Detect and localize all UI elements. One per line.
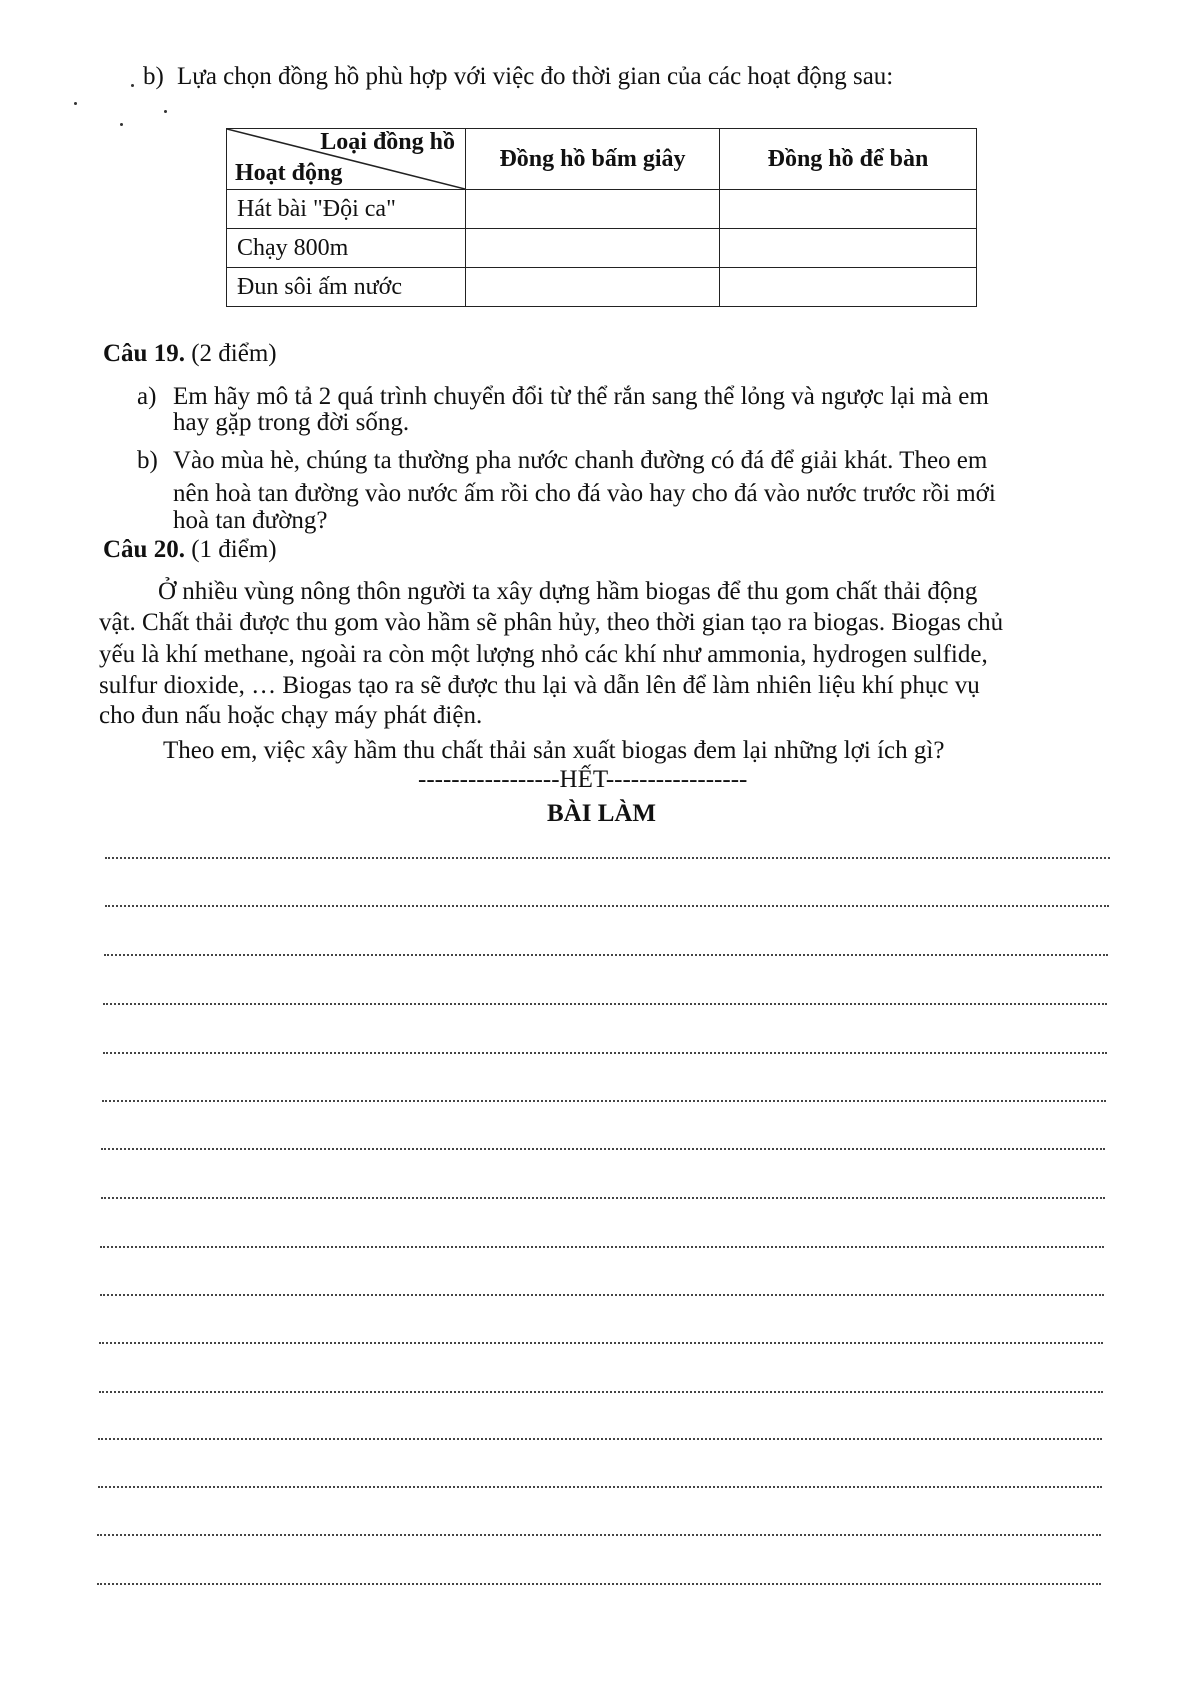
q19a-label: a): [137, 383, 157, 410]
answer-line[interactable]: [99, 1391, 1103, 1393]
answer-cell[interactable]: [466, 229, 720, 268]
table-header-row: [227, 129, 977, 190]
q19b-line2: nên hoà tan đường vào nước ấm rồi cho đá vào hay cho đá vào nước trước rồi mới: [173, 480, 996, 507]
q20-points: (1 điểm): [191, 536, 277, 563]
q19-heading: [103, 338, 277, 370]
q19-title: Câu 19.: [103, 340, 185, 367]
answer-cell[interactable]: [466, 268, 720, 307]
answer-line[interactable]: [102, 1100, 1106, 1102]
answer-line[interactable]: [99, 1342, 1103, 1344]
table-row: [227, 229, 977, 268]
q20-paragraph-line4: sulfur dioxide, … Biogas tạo ra sẽ được thu lại và dẫn lên để làm nhiên liệu khí phục vụ: [99, 672, 980, 699]
answer-line[interactable]: [105, 905, 1109, 907]
answer-cell[interactable]: [720, 190, 977, 229]
q20-paragraph-line2: vật. Chất thải được thu gom vào hầm sẽ phân hủy, theo thời gian tạo ra biogas. Biogas chủ: [99, 609, 1004, 636]
q18b-text: Lựa chọn đồng hồ phù hợp với việc đo thời gian của các hoạt động sau:: [177, 63, 894, 90]
corner-row-label: Hoạt động: [235, 160, 343, 186]
answer-line[interactable]: [98, 1438, 1102, 1440]
answer-line[interactable]: [104, 954, 1108, 956]
answer-cell[interactable]: [720, 268, 977, 307]
q20-title: Câu 20.: [103, 536, 185, 563]
q20-question: Theo em, việc xây hầm thu chất thải sản xuất biogas đem lại những lợi ích gì?: [163, 737, 945, 764]
table-corner-cell: [227, 129, 466, 190]
answer-line[interactable]: [100, 1246, 1104, 1248]
scan-speck: [74, 102, 77, 105]
q19b-label: b): [137, 447, 158, 474]
answer-line[interactable]: [97, 1583, 1101, 1585]
answer-cell[interactable]: [720, 229, 977, 268]
q20-paragraph-line3: yếu là khí methane, ngoài ra còn một lượng nhỏ các khí như ammonia, hydrogen sulfide,: [99, 641, 988, 668]
row-activity-label: Chạy 800m: [227, 229, 466, 268]
answer-line[interactable]: [97, 1534, 1101, 1536]
answer-line[interactable]: [101, 1197, 1105, 1199]
answer-line[interactable]: [98, 1486, 1102, 1488]
answer-line[interactable]: [103, 1003, 1107, 1005]
answer-line[interactable]: [103, 1052, 1107, 1054]
q19b-line1: Vào mùa hè, chúng ta thường pha nước chanh đường có đá để giải khát. Theo em: [173, 447, 988, 474]
column-header-desk-clock: Đồng hồ để bàn: [720, 129, 977, 190]
q19a-line1: Em hãy mô tả 2 quá trình chuyển đổi từ thể rắn sang thể lỏng và ngược lại mà em: [173, 383, 989, 410]
scan-speck: [120, 123, 123, 126]
scan-speck: [131, 84, 134, 87]
end-mark: -----------------HẾT-----------------: [418, 766, 748, 793]
clock-selection-table: [226, 128, 977, 307]
table-row: [227, 268, 977, 307]
q20-paragraph-line1: Ở nhiều vùng nông thôn người ta xây dựng hầm biogas để thu gom chất thải động: [158, 578, 978, 605]
q19-points: (2 điểm): [191, 340, 277, 367]
row-activity-label: Hát bài "Đội ca": [227, 190, 466, 229]
q19b-line3: hoà tan đường?: [173, 507, 328, 534]
q19a-line2: hay gặp trong đời sống.: [173, 409, 410, 436]
column-header-stopwatch: Đồng hồ bấm giây: [466, 129, 720, 190]
q18b-label: b): [143, 63, 164, 90]
scan-speck: [164, 110, 167, 113]
answer-line[interactable]: [100, 1294, 1104, 1296]
q20-paragraph-line5: cho đun nấu hoặc chạy máy phát điện.: [99, 702, 483, 729]
row-activity-label: Đun sôi ấm nước: [227, 268, 466, 307]
answer-line[interactable]: [105, 857, 1110, 859]
table-row: [227, 190, 977, 229]
corner-column-label: Loại đồng hồ: [320, 129, 455, 155]
answer-cell[interactable]: [466, 190, 720, 229]
answer-line[interactable]: [101, 1148, 1105, 1150]
q20-heading: [103, 534, 277, 566]
answer-heading: BÀI LÀM: [547, 800, 657, 827]
